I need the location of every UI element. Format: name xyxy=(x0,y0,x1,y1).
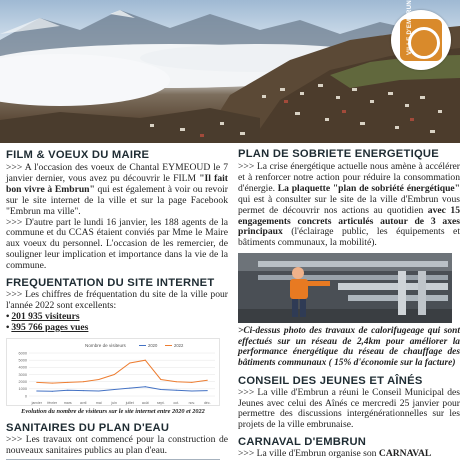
data-point-2020 xyxy=(129,387,130,388)
data-point-2022 xyxy=(52,382,53,383)
sanitaires-paragraph: >>> Les travaux ont commencé pour la construction de nouveaux sanitaires publics au plan d'eau. xyxy=(6,433,228,456)
x-tick-label: juin xyxy=(111,400,117,405)
data-point-2020 xyxy=(145,386,146,387)
frequentation-paragraph: >>> Les chiffres de fréquentation du site de la ville pour l'année 2022 sont excellents: xyxy=(6,289,228,311)
chart-title: Nombre de visiteurs xyxy=(85,342,126,348)
works-photo xyxy=(238,253,452,323)
y-tick-label: 3000 xyxy=(18,372,27,377)
conseil-title: CONSEIL DES JEUNES ET AÎNÉS xyxy=(238,374,423,387)
frequentation-stats xyxy=(6,312,228,334)
sanitaires-title: SANITAIRES DU PLAN D'EAU xyxy=(6,421,170,434)
legend-label-2022: 2022 xyxy=(174,342,184,348)
visitors-chart-svg xyxy=(7,339,221,407)
sobriete-text-c: qui est à consulter sur le site de la ville d'Embrun vous permet de découvrir nos actions au quotidien xyxy=(238,193,460,216)
left-column xyxy=(6,143,228,460)
x-tick-label: nov. xyxy=(188,400,195,405)
data-point-2020 xyxy=(36,390,37,391)
y-tick-label: 2000 xyxy=(18,379,27,384)
film-name: "Il fait bon vivre à Embrun" xyxy=(6,172,228,195)
legend-label-2020: 2020 xyxy=(148,342,158,348)
logo-text: VILLE D'EMBRUN xyxy=(407,0,413,55)
data-point-2020 xyxy=(160,389,161,390)
carnaval-title: CARNAVAL D'EMBRUN xyxy=(238,436,367,449)
y-tick-label: 4000 xyxy=(18,365,27,370)
data-point-2020 xyxy=(207,390,208,391)
y-tick-label: 0 xyxy=(24,394,27,399)
x-tick-label: janvier xyxy=(31,400,42,405)
data-point-2022 xyxy=(176,381,177,382)
stat-visitors: • 201 935 visiteurs xyxy=(6,312,228,323)
stat-pages: • 395 766 pages vues xyxy=(6,323,228,334)
works-caption: >Ci-dessus photo des travaux de calorifugeage qui sont effectués sur un réseau de 2,4km pour améliorer la performance énergétique du réseau de chauffage des bâtiments communaux ( 15% d'économie sur la facture) xyxy=(238,326,460,369)
carnaval-paragraph xyxy=(238,449,460,460)
x-tick-label: mai xyxy=(95,400,102,405)
y-tick-label: 1000 xyxy=(18,386,27,391)
sobriete-engagements: avec 15 engagements concrets articulés autour de 3 axes principaux xyxy=(238,204,460,238)
x-tick-label: août xyxy=(141,400,149,405)
data-point-2020 xyxy=(114,389,115,390)
mountain-valley-image xyxy=(0,0,460,143)
x-tick-label: avril xyxy=(80,400,87,405)
sobriete-paragraph xyxy=(238,162,460,249)
data-point-2022 xyxy=(67,382,68,383)
sobriete-text-e: (l'éclairage public, les équipements et bâtiments communaux, la mobilité). xyxy=(238,226,460,249)
data-point-2022 xyxy=(160,379,161,380)
data-point-2020 xyxy=(191,390,192,391)
series-line-2022 xyxy=(37,360,208,383)
x-tick-label: oct. xyxy=(173,400,180,405)
x-tick-label: mars xyxy=(63,400,72,405)
data-point-2022 xyxy=(114,374,115,375)
data-point-2020 xyxy=(52,391,53,392)
film-paragraph-2: >>> D'autre part le lundi 16 janvier, les 188 agents de la commune et du CCAS étaient conviés par Mme le Maire aux voeux du personnel. L'occasion de les remercier, de souligner leur implication et importance dans la vie de la commune. xyxy=(6,216,228,272)
data-point-2022 xyxy=(129,362,130,363)
film-title: FILM & VOEUX DU MAIRE xyxy=(6,149,150,161)
data-point-2020 xyxy=(98,390,99,391)
data-point-2020 xyxy=(83,390,84,391)
carnaval-text-a: >>> La ville d'Embrun organise son xyxy=(238,448,379,460)
data-point-2022 xyxy=(191,382,192,383)
right-column xyxy=(238,143,460,460)
y-tick-label: 6000 xyxy=(18,351,27,356)
frequentation-title: FREQUENTATION DU SITE INTERNET xyxy=(6,277,215,290)
data-point-2022 xyxy=(207,379,208,380)
x-tick-label: déc. xyxy=(203,400,211,405)
data-point-2022 xyxy=(98,379,99,380)
film-text-a: >>> A l'occasion des voeux de Chantal EYMEOUD le 7 janvier dernier, vous avez pu découvrir le FILM xyxy=(6,162,228,184)
x-tick-label: février xyxy=(47,400,58,405)
film-paragraph-1 xyxy=(6,163,228,218)
sobriete-plaquette: La plaquette "plan de sobriété énergétique" xyxy=(277,182,460,194)
chart-caption: Evolution du nombre de visiteurs sur le site internet entre 2020 et 2022 xyxy=(21,407,205,415)
hero-photo xyxy=(0,0,460,143)
x-tick-label: sept. xyxy=(156,400,165,405)
data-point-2020 xyxy=(176,389,177,390)
y-tick-label: 5000 xyxy=(18,358,27,363)
data-point-2022 xyxy=(36,382,37,383)
sobriete-title: PLAN DE SOBRIETE ENERGETIQUE xyxy=(238,148,439,160)
conseil-paragraph: >>> La ville d'Embrun a réuni le Conseil Municipal des Jeunes avec celui des Aînés ce mercredi 25 janvier pour permettre des discussions intergénérationnelles sur les projets de la ville embrunaise. xyxy=(238,386,460,431)
data-point-2022 xyxy=(83,381,84,382)
film-text-c: qui est également à voir ou revoir sur le site internet de la ville et sur la page Facebook "Embrun ma ville". xyxy=(6,183,228,217)
x-tick-label: juillet xyxy=(125,400,134,405)
sobriete-text-a: >>> La crise énergétique actuelle nous amène à accélérer et à renforcer notre action pour réduire la consommation d'énergie. xyxy=(238,161,460,194)
data-point-2022 xyxy=(145,359,146,360)
city-logo xyxy=(391,0,451,70)
visitors-chart xyxy=(6,338,220,406)
data-point-2020 xyxy=(67,389,68,390)
carnaval-name: CARNAVAL xyxy=(378,448,432,460)
